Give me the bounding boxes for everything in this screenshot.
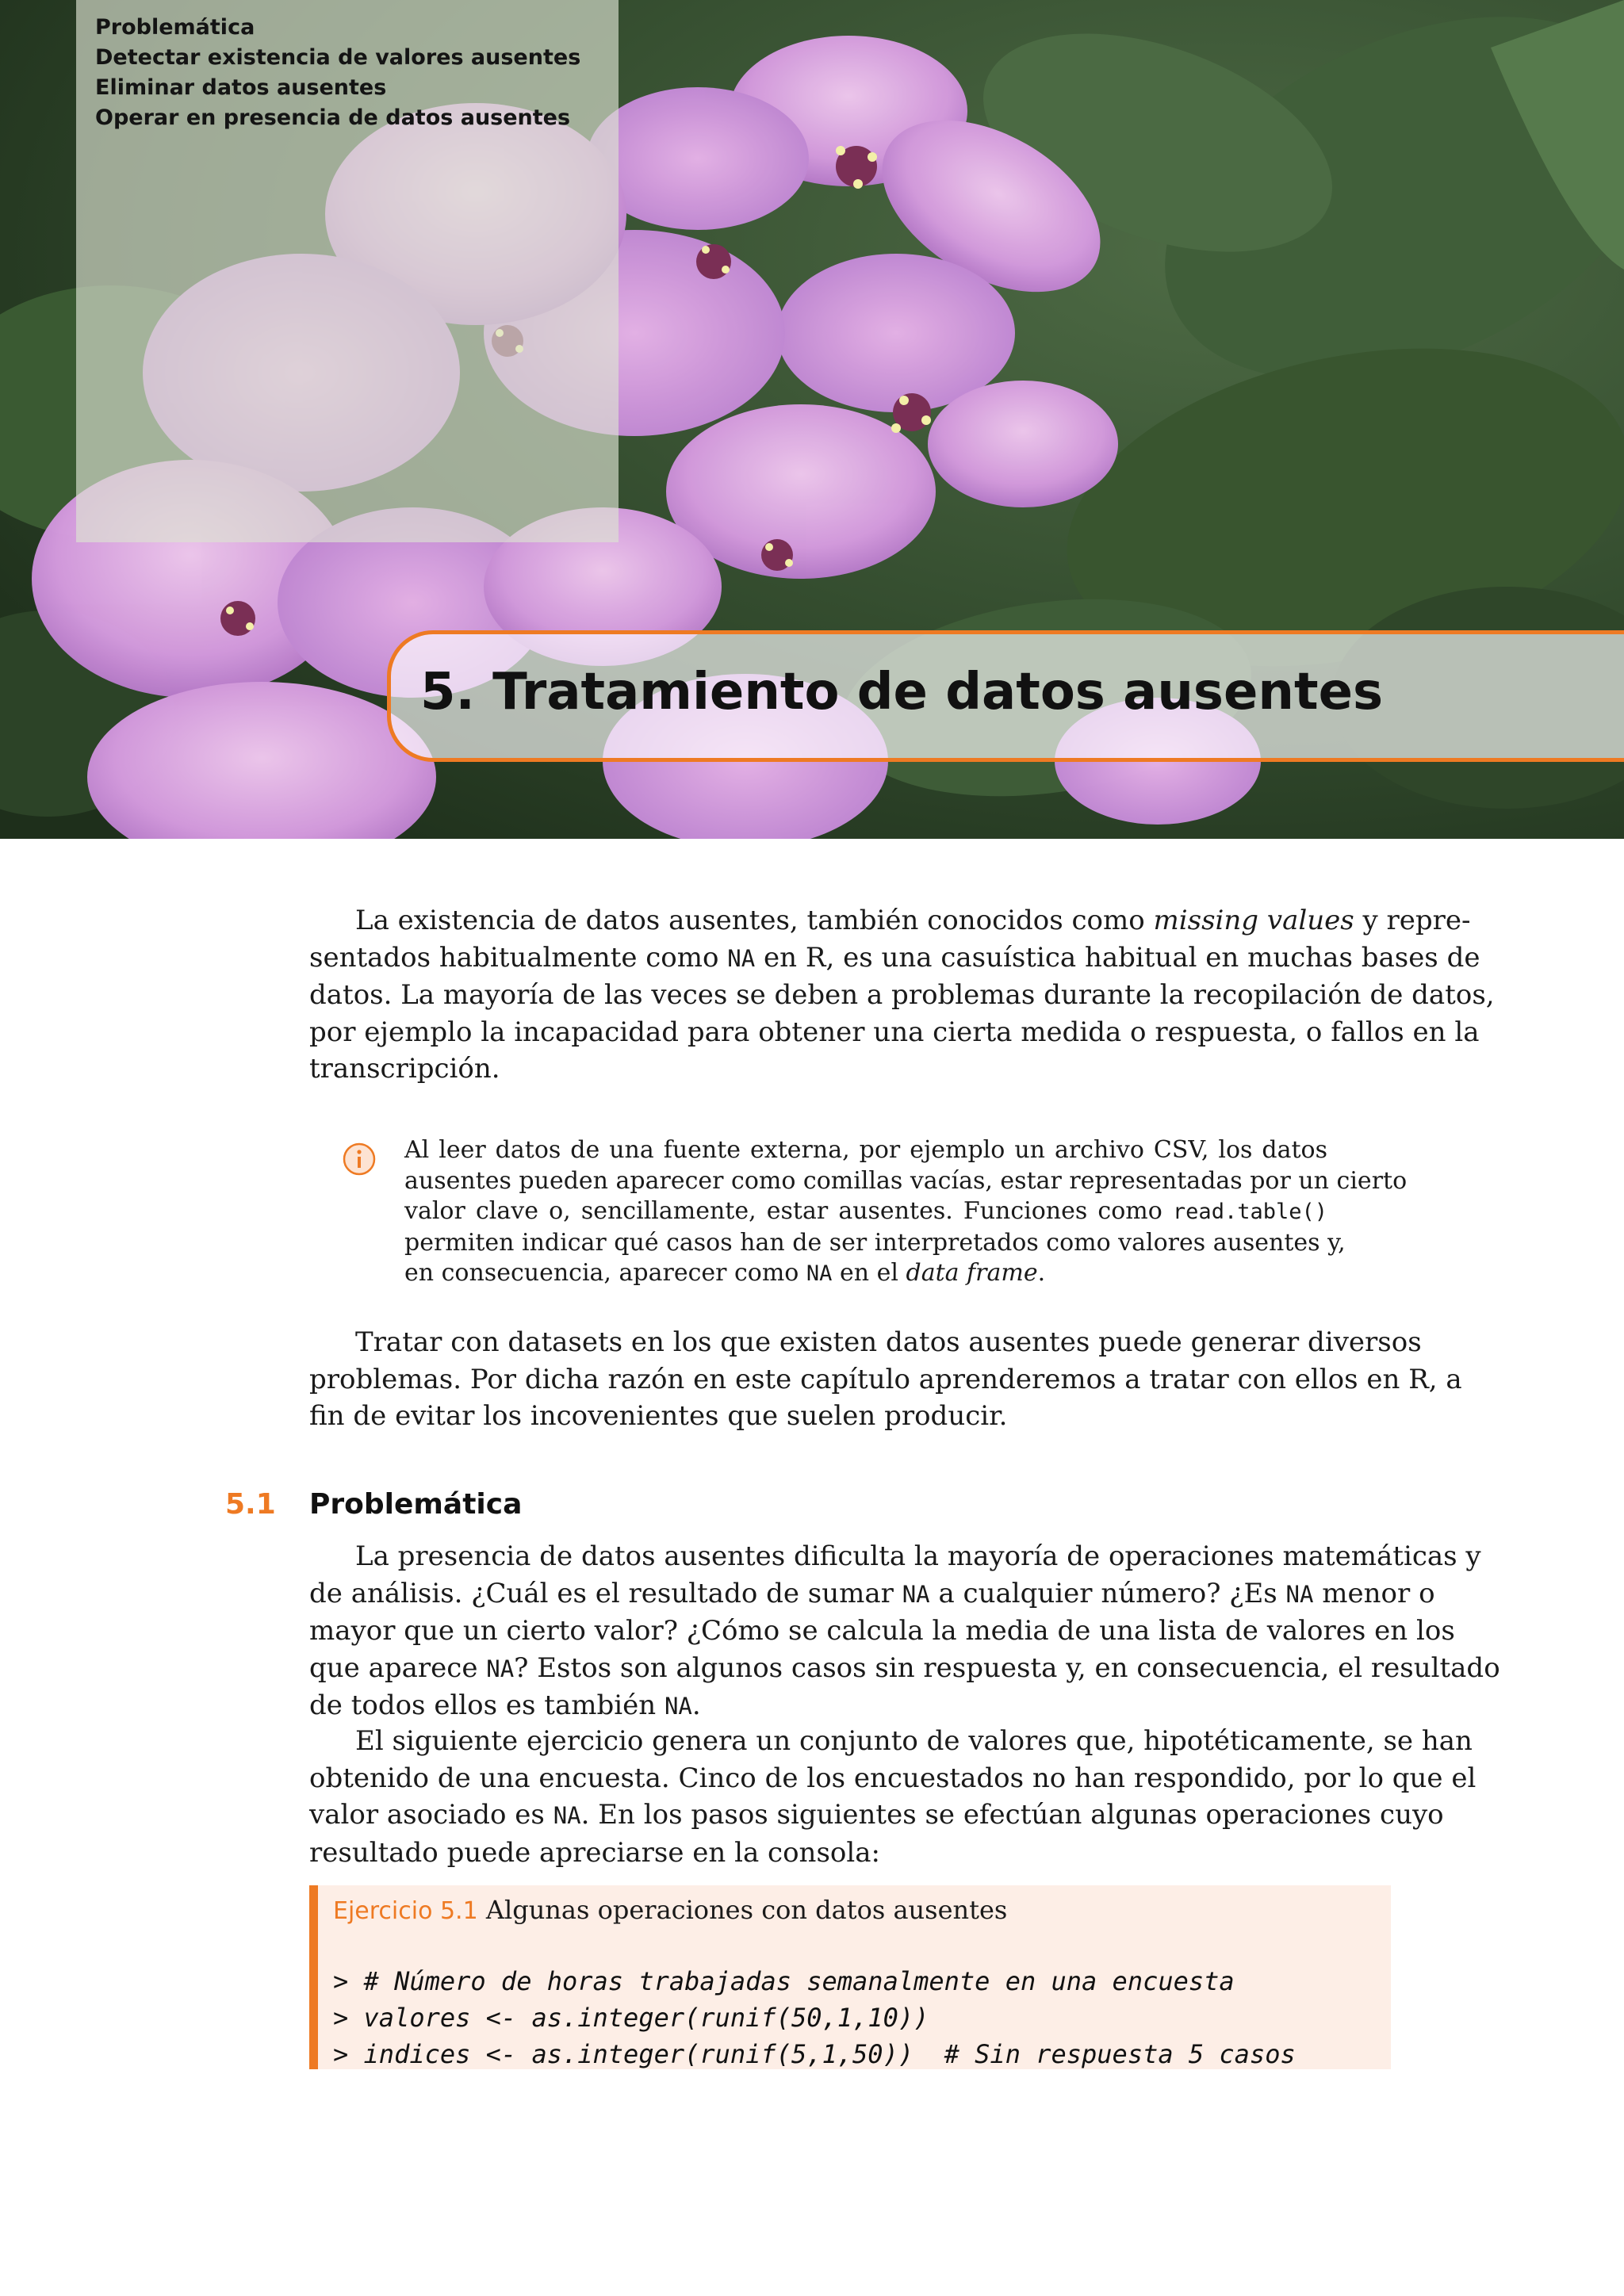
inline-code: NA [727, 944, 756, 972]
text-line [404, 1196, 1327, 1228]
text-line: por ejemplo la incapacidad para obtener una cierta medida o respuesta, o fallos en la [309, 1016, 1480, 1048]
text-line: transcripción. [309, 1053, 500, 1085]
text: de todos ellos es también [309, 1689, 665, 1721]
emphasis: data frame [906, 1259, 1038, 1287]
section-number: 5.1 [225, 1488, 276, 1521]
text-line: mayor que un cierto valor? ¿Cómo se calcula la media de una lista de valores en los [309, 1615, 1455, 1647]
text: menor o [1313, 1577, 1435, 1609]
text-line: Al leer datos de una fuente externa, por ejemplo un archivo CSV, los datos [404, 1136, 1327, 1164]
text: en R, es una casuística habitual en muchas bases de [755, 941, 1480, 974]
text: Tratar con datasets en los que existen datos ausentes puede generar diversos [355, 1326, 1422, 1358]
paragraph [309, 1723, 1477, 1871]
toc-item[interactable]: Operar en presencia de datos ausentes [95, 105, 571, 130]
inline-code: read.table() [1172, 1200, 1327, 1224]
toc-item[interactable]: Detectar existencia de valores ausentes [95, 45, 581, 70]
intro-paragraph [309, 902, 1495, 1088]
text-line: obtenido de una encuesta. Cinco de los encuestados no han respondido, por lo que el [309, 1762, 1477, 1794]
text-line [309, 1797, 1444, 1835]
text: . [691, 1689, 701, 1721]
inline-code: NA [486, 1655, 515, 1682]
exercise-heading [333, 1895, 1007, 1925]
text-line [309, 1538, 1481, 1575]
code-line: > # Número de horas trabajadas semanalmente en una encuesta [333, 1966, 1235, 1996]
text: en el [832, 1259, 906, 1287]
text-line [309, 1723, 1473, 1760]
text-line [309, 1324, 1422, 1361]
text: valor clave o, sencillamente, estar ausentes. Funciones como [404, 1197, 1173, 1225]
code-block [333, 1963, 1296, 2072]
paragraph [309, 1324, 1462, 1435]
exercise-label: Ejercicio 5.1 [333, 1897, 478, 1925]
text: La existencia de datos ausentes, también conocidos como [355, 905, 1154, 936]
toc-item[interactable]: Eliminar datos ausentes [95, 75, 387, 100]
inline-code: NA [664, 1693, 692, 1720]
text-line [309, 1687, 1391, 1725]
inline-code: NA [553, 1802, 581, 1829]
text-line: ausentes pueden aparecer como comillas vacías, estar representadas por un cierto [404, 1166, 1408, 1195]
paragraph [309, 1538, 1500, 1725]
inline-code: NA [902, 1580, 930, 1608]
text: en consecuencia, aparecer como [404, 1259, 806, 1287]
text-line [309, 1650, 1500, 1688]
text: . En los pasos siguientes se efectúan algunas operaciones cuyo [580, 1799, 1444, 1831]
text: ? Estos son algunos casos sin respuesta y, en consecuencia, el resultado [514, 1651, 1500, 1684]
exercise-title: Algunas operaciones con datos ausentes [477, 1895, 1008, 1925]
text: . [1037, 1259, 1046, 1287]
text-line [309, 902, 1471, 939]
text: de análisis. ¿Cuál es el resultado de sumar [309, 1577, 902, 1609]
text: que aparece [309, 1651, 487, 1684]
text-line: resultado puede apreciarse en la consola: [309, 1836, 880, 1869]
inline-code: NA [806, 1261, 833, 1286]
inline-code: NA [1285, 1580, 1314, 1608]
text-line [309, 939, 1480, 978]
text: sentados habitualmente como [309, 941, 728, 974]
text: y repre- [1354, 905, 1471, 936]
text-line: fin de evitar los incovenientes que suelen producir. [309, 1400, 1008, 1432]
text: valor asociado es [309, 1799, 553, 1831]
chapter-toc [95, 13, 580, 133]
code-line: > valores <- as.integer(runif(50,1,10)) [333, 2003, 929, 2033]
text-line [309, 1575, 1435, 1613]
chapter-title: 5. Tratamiento de datos ausentes [420, 663, 1384, 721]
emphasis: missing values [1153, 905, 1354, 936]
text: a cualquier número? ¿Es [929, 1577, 1286, 1609]
text: El siguiente ejercicio genera un conjunto de valores que, hipotéticamente, se han [355, 1725, 1473, 1757]
text: La presencia de datos ausentes dificulta la mayoría de operaciones matemáticas y [355, 1540, 1481, 1572]
info-note [404, 1135, 1408, 1290]
section-title: Problemática [309, 1488, 523, 1521]
text-line [404, 1258, 1327, 1290]
text-line: problemas. Por dicha razón en este capítulo aprenderemos a tratar con ellos en R, a [309, 1363, 1462, 1395]
text-line: permiten indicar qué casos han de ser interpretados como valores ausentes y, [404, 1228, 1346, 1257]
text-line: datos. La mayoría de las veces se deben a problemas durante la recopilación de datos, [309, 979, 1495, 1011]
code-line: > indices <- as.integer(runif(5,1,50)) # Sin respuesta 5 casos [333, 2039, 1296, 2069]
toc-item[interactable]: Problemática [95, 15, 255, 40]
info-circle-icon [342, 1142, 377, 1177]
